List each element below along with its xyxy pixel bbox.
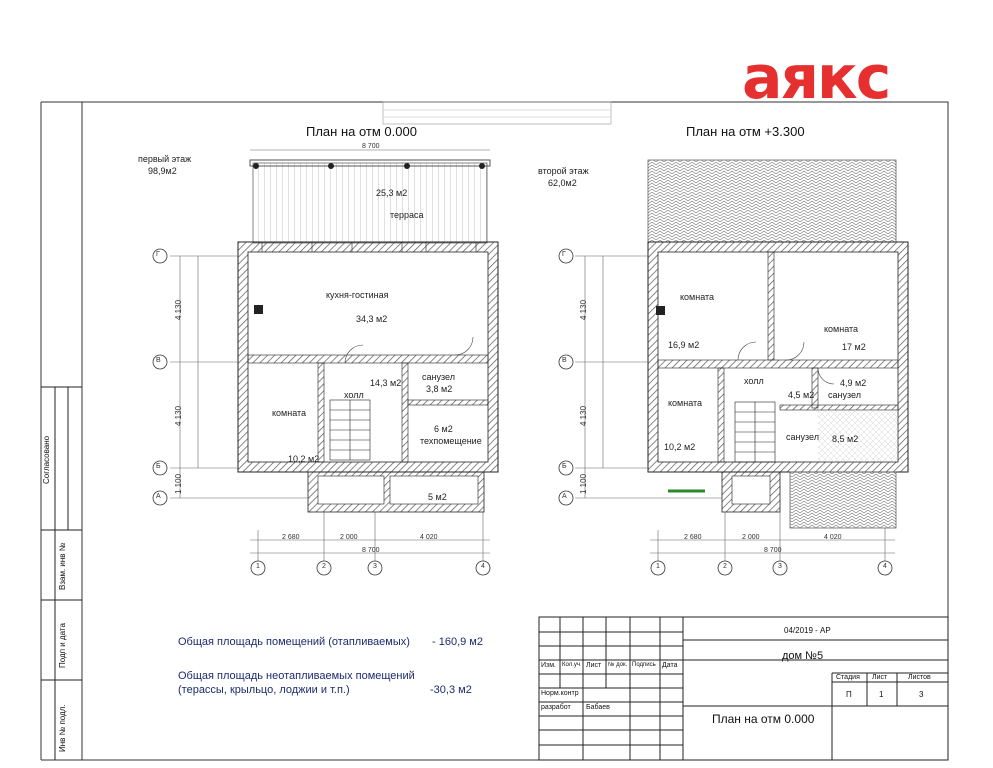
f2-bath1-area: 4,9 м2 bbox=[840, 378, 867, 388]
dim-bottom-c-right: 4 020 bbox=[824, 534, 842, 541]
dim-bottom-total-left: 8 700 bbox=[362, 547, 380, 554]
heated-area-label: Общая площадь помещений (отапливаемых) bbox=[178, 636, 410, 648]
axis-number-2-left: 2 bbox=[322, 563, 326, 570]
f2-room2-area: 17 м2 bbox=[842, 342, 866, 352]
tb-h-izm: Изм. bbox=[541, 662, 556, 669]
tb-sheet-label: Лист bbox=[872, 674, 888, 681]
axis-number-3-right: 3 bbox=[778, 563, 782, 570]
tb-h-sign: Подпись bbox=[632, 662, 656, 668]
dim-bottom-b-left: 2 000 bbox=[340, 534, 358, 541]
unheated-area-value: -30,3 м2 bbox=[430, 684, 472, 696]
tb-code: 04/2019 - АР bbox=[784, 626, 831, 635]
stamp-inv-orig: Инв № подл. bbox=[58, 704, 67, 752]
axis-number-4-left: 4 bbox=[481, 563, 485, 570]
tb-sheets-label: Листов bbox=[908, 674, 931, 681]
floor1-area: 98,9м2 bbox=[148, 166, 177, 176]
tb-sheet: 1 bbox=[879, 690, 884, 699]
f2-room1-label: комната bbox=[680, 292, 715, 302]
porch-area: 5 м2 bbox=[428, 492, 447, 502]
dim-bottom-c-left: 4 020 bbox=[420, 534, 438, 541]
tech-label: техпомещение bbox=[420, 436, 482, 446]
f2-room3-label: комната bbox=[668, 398, 703, 408]
axis-letter-v-left: В bbox=[156, 357, 161, 364]
terrace-label: терраса bbox=[390, 210, 424, 220]
axis-letter-a-left: А bbox=[156, 493, 161, 500]
floor2-label: второй этаж bbox=[538, 166, 589, 176]
axis-number-4-right: 4 bbox=[883, 563, 887, 570]
dim-side-a-left: 4 130 bbox=[174, 299, 183, 320]
tb-sheet-title: План на отм 0.000 bbox=[712, 712, 815, 726]
bath-area: 3,8 м2 bbox=[426, 384, 453, 394]
tech-area: 6 м2 bbox=[434, 424, 453, 434]
axis-letter-b-right: Б bbox=[562, 463, 567, 470]
dim-side-b-left: 4 130 bbox=[174, 405, 183, 426]
tb-stage: П bbox=[846, 690, 852, 699]
floor2-area: 62,0м2 bbox=[548, 178, 577, 188]
axis-number-3-left: 3 bbox=[373, 563, 377, 570]
heated-area-value: - 160,9 м2 bbox=[432, 636, 483, 648]
tb-stage-label: Стадия bbox=[836, 674, 860, 681]
dim-top-total-left: 8 700 bbox=[362, 143, 380, 150]
unheated-area-label-1: Общая площадь неотапливаемых помещений bbox=[178, 670, 415, 682]
axis-number-1-left: 1 bbox=[256, 563, 260, 570]
floor1-label: первый этаж bbox=[138, 154, 192, 164]
axis-letter-g-left: Г bbox=[156, 251, 160, 258]
kitchen-area: 34,3 м2 bbox=[356, 314, 388, 324]
tb-h-list: Лист bbox=[586, 662, 602, 669]
tb-house: дом №5 bbox=[782, 650, 824, 662]
dim-bottom-a-right: 2 680 bbox=[684, 534, 702, 541]
f2-room3-area: 10,2 м2 bbox=[664, 442, 696, 452]
f2-hall-area: 4,5 м2 bbox=[788, 390, 815, 400]
stamp-agreed: Согласовано bbox=[42, 435, 51, 484]
f2-bath2-area: 8,5 м2 bbox=[832, 434, 859, 444]
dim-bottom-b-right: 2 000 bbox=[742, 534, 760, 541]
f2-hall-label: холл bbox=[744, 376, 764, 386]
tb-norm: Норм.контр bbox=[541, 690, 579, 697]
stamp-vzam: Взам. инв № bbox=[58, 542, 67, 590]
terrace-area: 25,3 м2 bbox=[376, 188, 408, 198]
dim-side-c-right: 1 100 bbox=[579, 473, 588, 494]
axis-letter-v-right: В bbox=[562, 357, 567, 364]
dim-side-a-right: 4 130 bbox=[579, 299, 588, 320]
hall-label: холл bbox=[344, 390, 364, 400]
bath-label: санузел bbox=[422, 372, 455, 382]
tb-h-doc: № док. bbox=[608, 662, 628, 668]
axis-letter-a-right: А bbox=[562, 493, 567, 500]
stamp-sign-date: Подп и дата bbox=[58, 623, 67, 668]
axis-letter-b-left: Б bbox=[156, 463, 161, 470]
tb-h-date: Дата bbox=[662, 662, 678, 669]
unheated-area-label-2: (терассы, крыльцо, лоджии и т.п.) bbox=[178, 684, 350, 696]
right-plan-title: План на отм +3.300 bbox=[686, 124, 805, 139]
dim-side-b-right: 4 130 bbox=[579, 405, 588, 426]
room-area: 10,2 м2 bbox=[288, 454, 320, 464]
f2-room1-area: 16,9 м2 bbox=[668, 340, 700, 350]
f2-room2-label: комната bbox=[824, 324, 859, 334]
f2-bath2-label: санузел bbox=[786, 432, 819, 442]
hall-area: 14,3 м2 bbox=[370, 378, 402, 388]
kitchen-label: кухня-гостиная bbox=[326, 290, 389, 300]
room-label: комната bbox=[272, 408, 307, 418]
axis-letter-g-right: Г bbox=[562, 251, 566, 258]
dim-bottom-a-left: 2 680 bbox=[282, 534, 300, 541]
dim-side-c-left: 1 100 bbox=[174, 473, 183, 494]
tb-h-kolich: Кол.уч bbox=[562, 662, 580, 668]
axis-number-1-right: 1 bbox=[656, 563, 660, 570]
left-plan-title: План на отм 0.000 bbox=[306, 124, 417, 139]
brand-logo: аякс bbox=[742, 43, 890, 113]
f2-bath1-label: санузел bbox=[828, 390, 861, 400]
tb-dev-name: Бабаев bbox=[586, 704, 610, 711]
axis-number-2-right: 2 bbox=[723, 563, 727, 570]
tb-sheets: 3 bbox=[919, 690, 924, 699]
dim-bottom-total-right: 8 700 bbox=[764, 547, 782, 554]
tb-dev: разработ bbox=[541, 704, 571, 711]
